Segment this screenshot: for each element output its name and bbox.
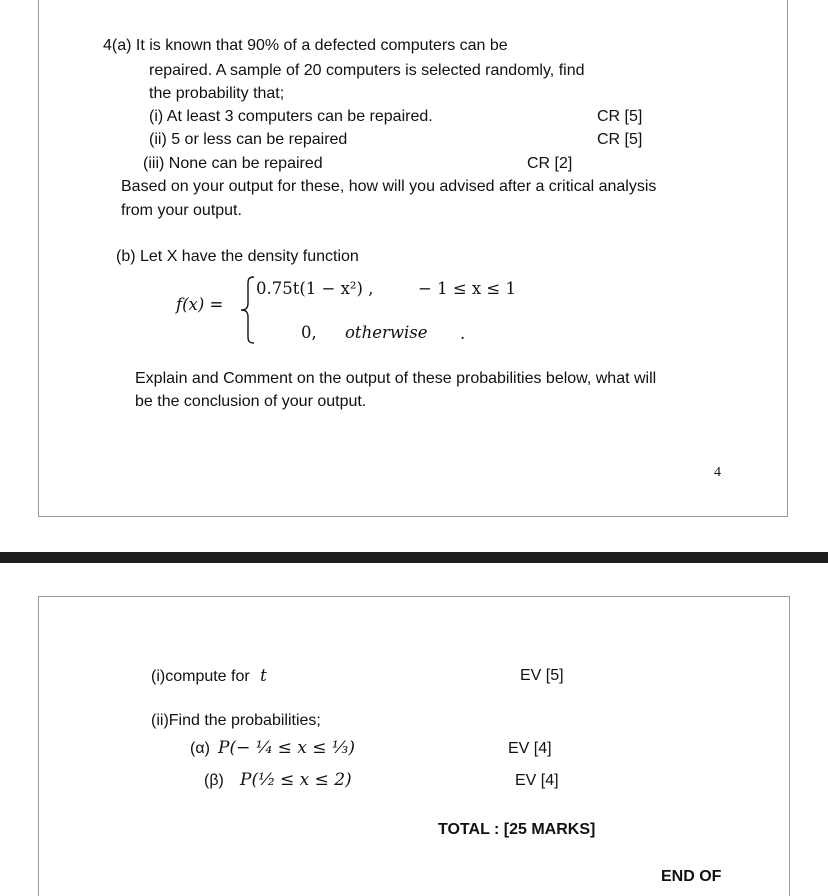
alpha-marks: EV [4]: [508, 740, 552, 757]
beta-marks: EV [4]: [515, 772, 559, 789]
case-2-dot: .: [460, 324, 466, 343]
page-separator: [0, 552, 828, 563]
page-number: 4: [714, 465, 721, 480]
q4a-item-iii-marks: CR [2]: [527, 155, 573, 172]
beta-label: (β): [204, 772, 224, 789]
q4a-item-iii: (iii) None can be repaired: [143, 155, 323, 172]
q4b-explain-line-1: Explain and Comment on the output of these probabilities below, what will: [135, 370, 657, 387]
fx-label: f(x) =: [176, 295, 224, 314]
exam-page-2: [0, 563, 828, 888]
compute-label-text: (i)compute for: [151, 668, 250, 685]
total-marks: TOTAL : [25 MARKS]: [438, 821, 596, 838]
beta-expression: P(¹⁄₂ ≤ x ≤ 2): [240, 770, 352, 790]
q4a-item-ii: (ii) 5 or less can be repaired: [149, 131, 348, 148]
q4a-analysis-line-1: Based on your output for these, how will you advised after a critical analysis: [121, 178, 657, 195]
q4a-analysis-line-2: from your output.: [121, 202, 242, 219]
case-2-value: 0,: [301, 323, 317, 342]
alpha-label: (α): [190, 740, 210, 757]
case-2-condition: otherwise: [345, 323, 428, 342]
case-1-expression: 0.75t(1 − x²) ,: [256, 279, 374, 298]
q4a-item-i-marks: CR [5]: [597, 108, 643, 125]
compute-marks: EV [5]: [520, 667, 564, 684]
compute-label: [151, 666, 267, 687]
compute-variable: t: [260, 666, 267, 685]
q4a-item-i: (i) At least 3 computers can be repaired.: [149, 108, 433, 125]
end-of-text: END OF: [661, 868, 722, 885]
q4a-line-1: 4(a) It is known that 90% of a defected computers can be: [103, 37, 508, 54]
q4a-line-3: the probability that;: [149, 85, 285, 102]
q4a-line-2: repaired. A sample of 20 computers is selected randomly, find: [149, 62, 585, 79]
alpha-expression: P(− ¹⁄₄ ≤ x ≤ ¹⁄₃): [218, 738, 355, 758]
find-label: (ii)Find the probabilities;: [151, 712, 321, 729]
q4b-explain-line-2: be the conclusion of your output.: [135, 393, 367, 410]
q4a-item-ii-marks: CR [5]: [597, 131, 643, 148]
left-brace-icon: [238, 275, 258, 345]
case-1-range: − 1 ≤ x ≤ 1: [418, 279, 517, 298]
q4b-intro: (b) Let X have the density function: [116, 248, 359, 265]
page-2-border: [38, 596, 790, 896]
